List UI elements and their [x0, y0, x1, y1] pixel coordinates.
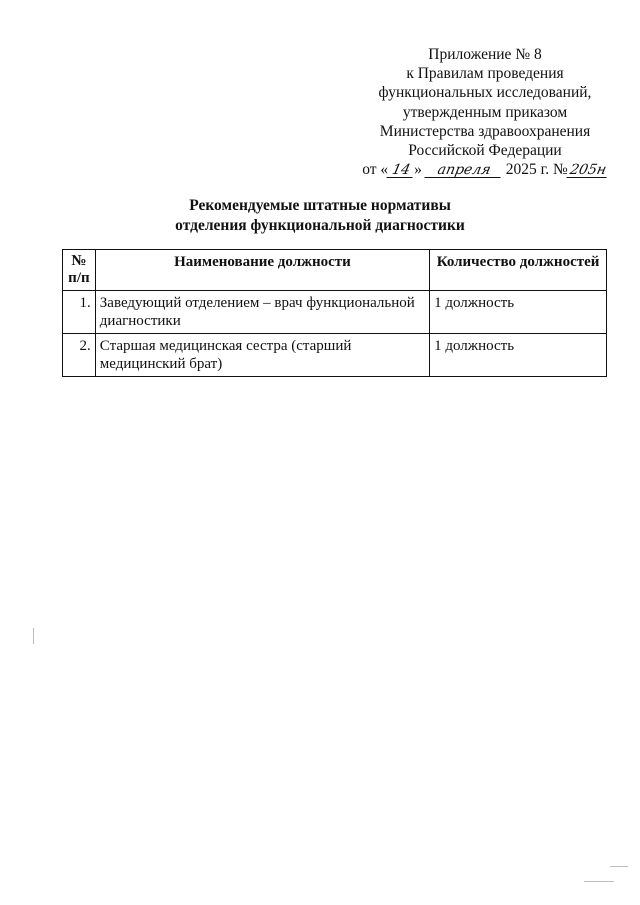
row-num: 1. — [63, 291, 96, 334]
header-position-name: Наименование должности — [95, 250, 429, 291]
staffing-norms-table — [62, 249, 607, 377]
appendix-line-4: утвержденным приказом — [402, 103, 568, 121]
row-position-name: Старшая медицинская сестра (старший медицинский брат) — [95, 334, 429, 377]
title-line-1: Рекомендуемые штатные нормативы — [189, 197, 451, 214]
handwritten-month: апреля — [424, 163, 503, 178]
title-line-2: отделения функциональной диагностики — [175, 216, 465, 234]
appendix-header — [335, 45, 635, 179]
table-row — [63, 334, 607, 377]
row-num: 2. — [63, 334, 96, 377]
row-position-count: 1 должность — [430, 291, 607, 334]
header-position-count: Количество должностей — [430, 250, 607, 291]
appendix-line-6: Российской Федерации — [408, 142, 562, 160]
row-position-name: Заведующий отделением – врач функциональной диагностики — [95, 291, 429, 334]
appendix-line-3: функциональных исследований, — [378, 84, 592, 102]
table-header-row — [63, 250, 607, 291]
header-num: № п/п — [63, 250, 96, 291]
date-prefix: от « — [362, 161, 389, 179]
date-year-text: 2025 г. № — [505, 161, 568, 179]
document-title — [0, 196, 640, 235]
scan-mark — [610, 866, 628, 867]
scan-mark — [584, 881, 614, 882]
table-row — [63, 291, 607, 334]
appendix-line-1: Приложение № 8 — [428, 46, 542, 63]
order-date-line — [335, 160, 635, 179]
appendix-line-2: к Правилам проведения — [406, 65, 564, 83]
scan-mark — [33, 628, 34, 644]
handwritten-order-number: 205н — [568, 162, 608, 179]
date-mid: » — [414, 161, 422, 179]
row-position-count: 1 должность — [430, 334, 607, 377]
handwritten-day: 14 — [387, 163, 416, 178]
appendix-line-5: Министерства здравоохранения — [379, 122, 591, 140]
